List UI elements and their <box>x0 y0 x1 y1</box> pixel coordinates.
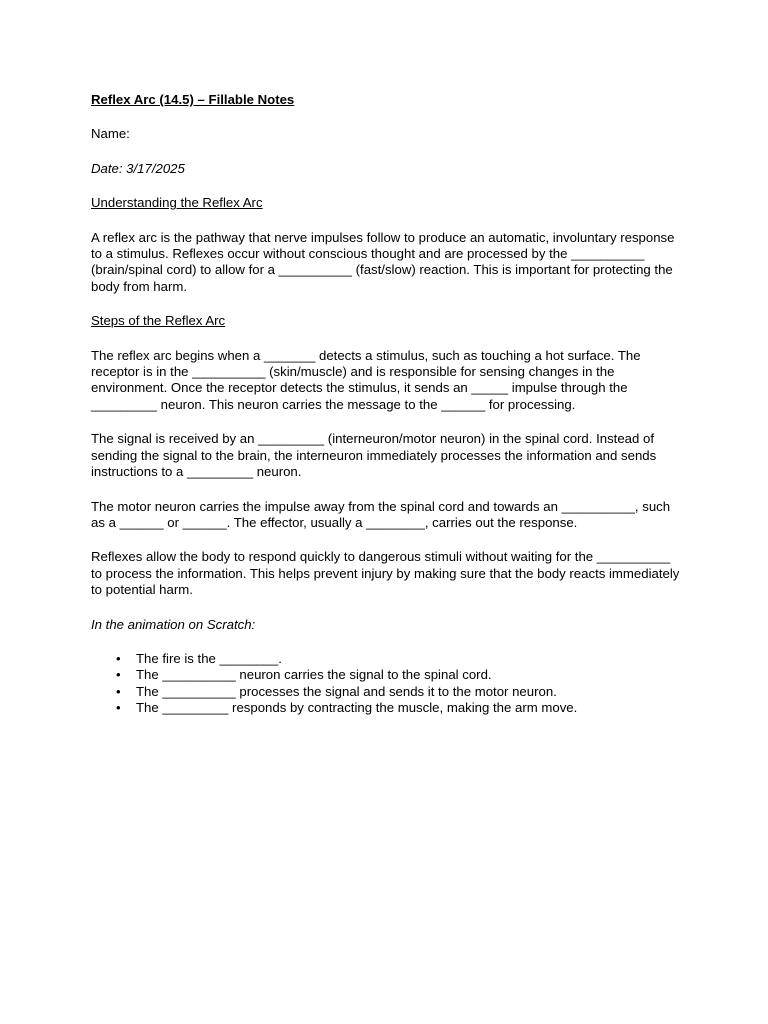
list-item <box>91 700 681 716</box>
document-title: Reflex Arc (14.5) – Fillable Notes <box>91 92 295 107</box>
scratch-bullet-list <box>91 651 681 717</box>
scratch-intro: In the animation on Scratch: <box>91 616 256 632</box>
date-label: Date: 3/17/2025 <box>91 160 185 176</box>
section-heading-understanding: Understanding the Reflex Arc <box>91 195 263 211</box>
list-item-text: The fire is the ________. <box>136 650 282 666</box>
paragraph-steps-reflex-benefit: Reflexes allow the body to respond quickly to dangerous stimuli without waiting for the __________ to process the information. This helps prevent injury by making sure that the body reacts immediately to potential harm. <box>91 549 680 598</box>
paragraph-understanding: A reflex arc is the pathway that nerve impulses follow to produce an automatic, involuntary response to a stimulus. Reflexes occur without conscious thought and are processed by the __________ (brain/spinal cord) to allow for a __________ (fast/slow) reaction. This is important for protecting the body from harm. <box>91 229 675 294</box>
bullet-icon: • <box>116 683 121 699</box>
list-item-text: The __________ processes the signal and sends it to the motor neuron. <box>136 683 557 699</box>
bullet-icon: • <box>116 650 121 666</box>
list-item-text: The __________ neuron carries the signal to the spinal cord. <box>136 667 492 683</box>
bullet-icon: • <box>116 700 121 716</box>
list-item <box>91 667 681 683</box>
list-item-text: The _________ responds by contracting the muscle, making the arm move. <box>136 700 578 716</box>
list-item <box>91 684 681 700</box>
section-heading-steps: Steps of the Reflex Arc <box>91 313 226 329</box>
name-label: Name: <box>91 126 130 142</box>
document-page <box>91 92 681 717</box>
paragraph-steps-interneuron: The signal is received by an _________ (interneuron/motor neuron) in the spinal cord. Instead of sending the signal to the brain, the interneuron immediately processes the information and sends instructions to a _________ neuron. <box>91 431 657 480</box>
bullet-icon: • <box>116 667 121 683</box>
paragraph-steps-receptor: The reflex arc begins when a _______ detects a stimulus, such as touching a hot surface. The receptor is in the __________ (skin/muscle) and is responsible for sensing changes in the environment. Once the receptor detects the stimulus, it sends an _____ impulse through the _________ neuron. This neuron carries the message to the ______ for processing. <box>91 347 641 412</box>
paragraph-steps-motor-neuron: The motor neuron carries the impulse away from the spinal cord and towards an __________, such as a ______ or ______. The effector, usually a ________, carries out the response. <box>91 498 671 530</box>
list-item <box>91 651 681 667</box>
